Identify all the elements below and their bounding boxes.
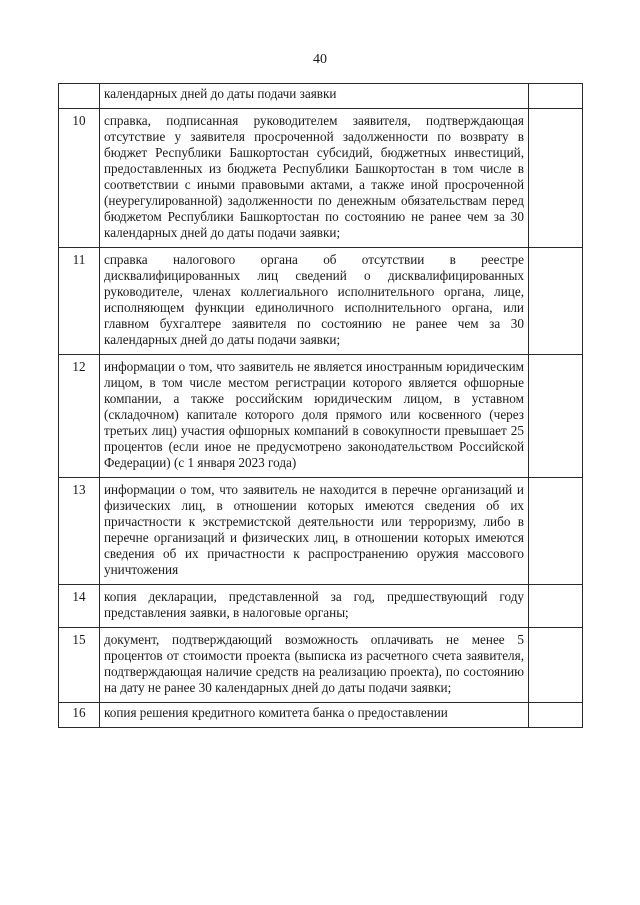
table-row xyxy=(59,248,583,355)
row-number: 15 xyxy=(59,628,100,703)
row-number: 16 xyxy=(59,703,100,728)
table-row xyxy=(59,703,583,728)
table-row xyxy=(59,478,583,585)
table-row xyxy=(59,628,583,703)
row-text: календарных дней до даты подачи заявки xyxy=(100,84,529,109)
row-text: справка, подписанная руководителем заявителя, подтверждающая отсутствие у заявителя просроченной задолженности по возврату в бюджет Республики Башкортостан субсидий, бюджетных инвестиций, предоставленных из бюджета Республики Башкортостан в том числе в соответствии с иными правовыми актами, а также иной просроченной (неурегулированной) задолженности по денежным обязательствам перед бюджетом Республики Башкортостан по состоянию не ранее чем за 30 календарных дней до даты подачи заявки; xyxy=(100,109,529,248)
row-number xyxy=(59,84,100,109)
row-number: 12 xyxy=(59,355,100,478)
empty-cell xyxy=(529,585,583,628)
empty-cell xyxy=(529,109,583,248)
row-text: копия решения кредитного комитета банка о предоставлении xyxy=(100,703,529,728)
empty-cell xyxy=(529,703,583,728)
empty-cell xyxy=(529,355,583,478)
page-number: 40 xyxy=(313,52,327,67)
row-text: документ, подтверждающий возможность оплачивать не менее 5 процентов от стоимости проекта (выписка из расчетного счета заявителя, подтверждающая наличие средств на реализацию проекта), по состоянию на дату не ранее 30 календарных дней до даты подачи заявки; xyxy=(100,628,529,703)
row-text: информации о том, что заявитель не является иностранным юридическим лицом, в том числе местом регистрации которого является офшорные компании, а также российским юридическим лицом, в уставном (складочном) капитале которого доля прямого или косвенного (через третьих лиц) участия офшорных компаний в совокупности превышает 25 процентов (если иное не предусмотрено законодательством Российской Федерации) (с 1 января 2023 года) xyxy=(100,355,529,478)
row-text: копия декларации, представленной за год, предшествующий году представления заявки, в налоговые органы; xyxy=(100,585,529,628)
row-number: 13 xyxy=(59,478,100,585)
table-row xyxy=(59,109,583,248)
document-table xyxy=(58,83,583,728)
row-number: 10 xyxy=(59,109,100,248)
empty-cell xyxy=(529,84,583,109)
row-number: 14 xyxy=(59,585,100,628)
empty-cell xyxy=(529,478,583,585)
empty-cell xyxy=(529,248,583,355)
table-row xyxy=(59,84,583,109)
row-number: 11 xyxy=(59,248,100,355)
row-text: информации о том, что заявитель не находится в перечне организаций и физических лиц, в отношении которых имеются сведения об их причастности к экстремистской деятельности или терроризму, либо в перечне организаций и физических лиц, в отношении которых имеются сведения об их причастности к распространению оружия массового уничтожения xyxy=(100,478,529,585)
table-row xyxy=(59,355,583,478)
table-row xyxy=(59,585,583,628)
empty-cell xyxy=(529,628,583,703)
row-text: справка налогового органа об отсутствии в реестре дисквалифицированных лиц сведений о дисквалифицированных руководителе, членах коллегиального исполнительного органа, лице, исполняющем функции единоличного исполнительного органа, или главном бухгалтере заявителя по состоянию не ранее чем за 30 календарных дней до даты подачи заявки; xyxy=(100,248,529,355)
